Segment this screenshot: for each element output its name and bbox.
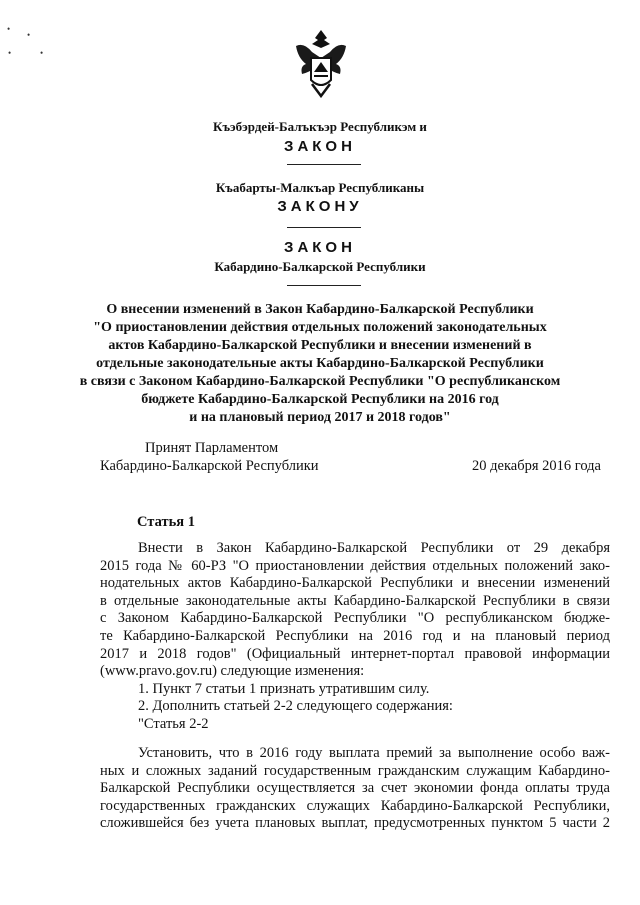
paragraph-line: Балкарской Республики осуществляется за счет экономии фонда оплаты труда xyxy=(100,780,610,797)
paragraph-line: (www.pravo.gov.ru) следующие изменения: xyxy=(100,663,365,680)
law-title-line: актов Кабардино-Балкарской Республики и внесении изменений в xyxy=(108,338,532,353)
header-law-kabardian: ЗАКОН xyxy=(284,138,356,155)
scan-speck: • xyxy=(40,48,44,58)
scan-speck: • xyxy=(27,30,31,40)
adoption-date: 20 декабря 2016 года xyxy=(472,458,601,474)
article-paragraph xyxy=(100,745,610,833)
law-title-line: "О приостановлении действия отдельных положений законодательных xyxy=(93,320,547,335)
header-balkar-line: Къабарты-Малкъар Республиканы xyxy=(215,180,425,195)
paragraph-line: государственных гражданских служащих Кабардино-Балкарской Республики, xyxy=(100,797,610,814)
paragraph-line: нодательных актов Кабардино-Балкарской Республики и внесении изменений xyxy=(100,575,610,592)
paragraph-line: ных и сложных заданий государственным гражданским служащим Кабардино- xyxy=(100,762,610,779)
quoted-article-heading: "Статья 2-2 xyxy=(138,715,209,732)
law-title-line: и на плановый период 2017 и 2018 годов" xyxy=(189,410,451,425)
header-rule xyxy=(287,227,361,228)
paragraph-line: 2017 и 2018 годов" (Официальный интернет-портал правовой информации xyxy=(100,645,610,662)
coat-of-arms-emblem xyxy=(290,28,352,98)
header-republic-line: Кабардино-Балкарской Республики xyxy=(214,259,426,274)
scan-speck: • xyxy=(8,48,12,58)
list-item: 1. Пункт 7 статьи 1 признать утратившим силу. xyxy=(138,680,430,697)
paragraph-line: 2015 года № 60-РЗ "О приостановлении действия отдельных положений зако- xyxy=(100,557,610,574)
paragraph-line: Установить, что в 2016 году выплата премий за выполнение особо важ- xyxy=(138,745,610,761)
header-rule xyxy=(287,164,361,165)
header-kabardian-line: Къэбэрдей-Балъкъэр Республикэм и xyxy=(213,119,427,134)
article-heading: Статья 1 xyxy=(137,514,195,530)
list-item: 2. Дополнить статьей 2-2 следующего содержания: xyxy=(138,698,453,715)
article-paragraph xyxy=(100,540,610,734)
paragraph-line: те Кабардино-Балкарской Республики на 2016 год и на плановый период xyxy=(100,627,610,644)
law-title-line: О внесении изменений в Закон Кабардино-Балкарской Республики xyxy=(106,302,534,317)
header-law-balkar: ЗАКОНУ xyxy=(277,198,363,215)
scan-speck: • xyxy=(7,24,11,34)
law-title-line: бюджете Кабардино-Балкарской Республики на 2016 год xyxy=(141,392,499,407)
adopted-republic-name: Кабардино-Балкарской Республики xyxy=(100,458,319,474)
paragraph-line: в отдельные законодательные акты Кабардино-Балкарской Республики в связи xyxy=(100,592,610,609)
header-law-russian: ЗАКОН xyxy=(284,239,356,256)
header-rule xyxy=(287,285,361,286)
adopted-by-parliament: Принят Парламентом xyxy=(145,440,279,456)
law-title-line: отдельные законодательные акты Кабардино-Балкарской Республики xyxy=(96,356,544,371)
paragraph-line: Внести в Закон Кабардино-Балкарской Республики от 29 декабря xyxy=(138,540,610,556)
paragraph-line: с Законом Кабардино-Балкарской Республики "О республиканском бюдже- xyxy=(100,610,610,627)
law-title-line: в связи с Законом Кабардино-Балкарской Республики "О республиканском xyxy=(79,374,561,389)
paragraph-line: сложившейся без учета плановых выплат, предусмотренных пунктом 5 части 2 xyxy=(100,815,610,832)
